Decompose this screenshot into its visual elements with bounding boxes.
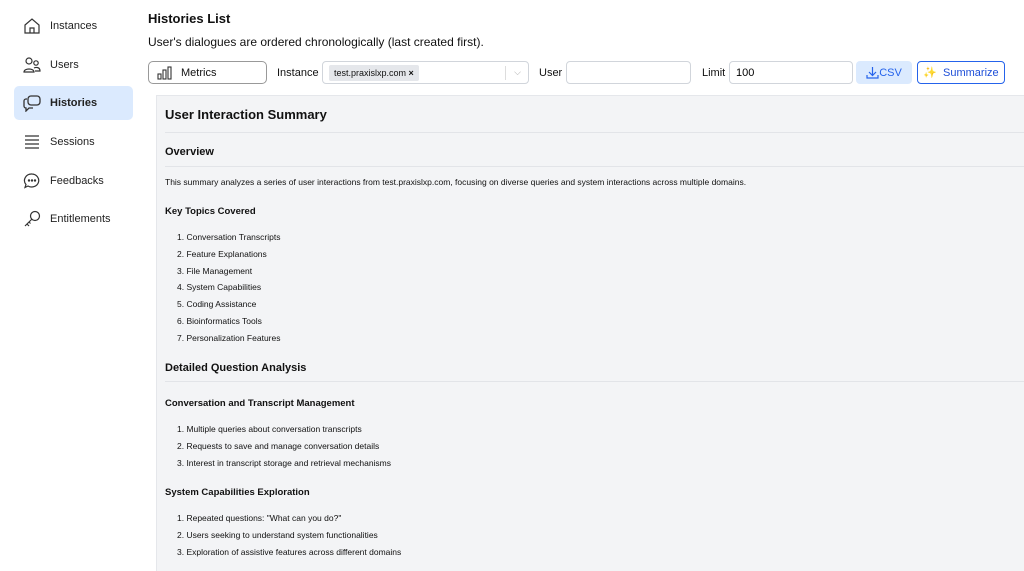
page-subtitle: User's dialogues are ordered chronologically (last created first). (148, 35, 484, 49)
list-item: 2. Requests to save and manage conversation details (177, 440, 380, 451)
users-icon (23, 56, 41, 74)
select-divider (505, 66, 506, 80)
bar-chart-icon (157, 66, 173, 80)
overview-text: This summary analyzes a series of user interactions from test.praxislxp.com, focusing on diverse queries and system interactions across multiple domains. (165, 177, 747, 187)
list-item: 2. Users seeking to understand system functionalities (177, 529, 378, 540)
sidebar-item-feedbacks[interactable]: Feedbacks (14, 164, 133, 198)
chip-remove-icon[interactable]: × (408, 67, 414, 78)
list-item: 5. Coding Assistance (177, 299, 257, 310)
home-icon (23, 17, 41, 35)
download-icon (866, 66, 879, 79)
page-title: Histories List (148, 11, 231, 26)
detailed-heading: Detailed Question Analysis (165, 362, 307, 374)
summary-title: User Interaction Summary (165, 107, 327, 122)
list-item: 1. Multiple queries about conversation transcripts (177, 424, 362, 434)
list-item: 3. Exploration of assistive features across different domains (177, 546, 402, 557)
list-item: 3. Interest in transcript storage and retrieval mechanisms (177, 457, 392, 468)
summarize-button[interactable]: ✨ Summarize (917, 61, 1005, 84)
sparkles-icon: ✨ (923, 67, 938, 79)
list-item: 7. Personalization Features (177, 332, 281, 343)
sidebar-item-instances[interactable]: Instances (14, 9, 133, 43)
metrics-button[interactable]: Metrics (148, 61, 267, 84)
overview-heading: Overview (165, 146, 214, 158)
instance-select[interactable] (322, 61, 529, 84)
key-icon (23, 210, 41, 228)
sidebar-item-histories[interactable]: Histories (14, 86, 133, 120)
user-label: User (539, 66, 563, 79)
comment-icon (23, 172, 41, 190)
sidebar-item-entitlements[interactable]: Entitlements (14, 202, 133, 236)
summary-panel (156, 95, 1024, 571)
list-item: 3. File Management (177, 265, 253, 276)
divider (165, 166, 1024, 167)
section-heading: System Capabilities Exploration (165, 487, 310, 498)
chat-icon (23, 94, 41, 112)
chevron-down-icon[interactable]: ⌵ (514, 67, 521, 77)
list-item: 1. Conversation Transcripts (177, 232, 281, 242)
list-item: 4. System Capabilities (177, 282, 262, 293)
sidebar-item-sessions[interactable]: Sessions (14, 125, 133, 159)
list-icon (23, 133, 41, 151)
section-list (177, 513, 401, 563)
section-list (177, 424, 391, 474)
section-heading: Conversation and Transcript Management (165, 398, 355, 409)
limit-input[interactable] (729, 61, 853, 84)
key-topics-list (177, 232, 280, 350)
user-input[interactable] (566, 61, 691, 84)
divider (165, 381, 1024, 382)
sidebar (0, 0, 140, 571)
instance-chip: test.praxislxp.com × (329, 65, 419, 81)
key-topics-heading: Key Topics Covered (165, 206, 256, 217)
list-item: 1. Repeated questions: "What can you do?" (177, 513, 342, 523)
list-item: 6. Bioinformatics Tools (177, 315, 262, 326)
list-item: 2. Feature Explanations (177, 248, 267, 259)
limit-label: Limit (702, 66, 726, 79)
instance-label: Instance (277, 66, 319, 79)
sidebar-item-users[interactable]: Users (14, 48, 133, 82)
csv-download-button[interactable]: CSV (856, 61, 912, 84)
divider (165, 132, 1024, 133)
